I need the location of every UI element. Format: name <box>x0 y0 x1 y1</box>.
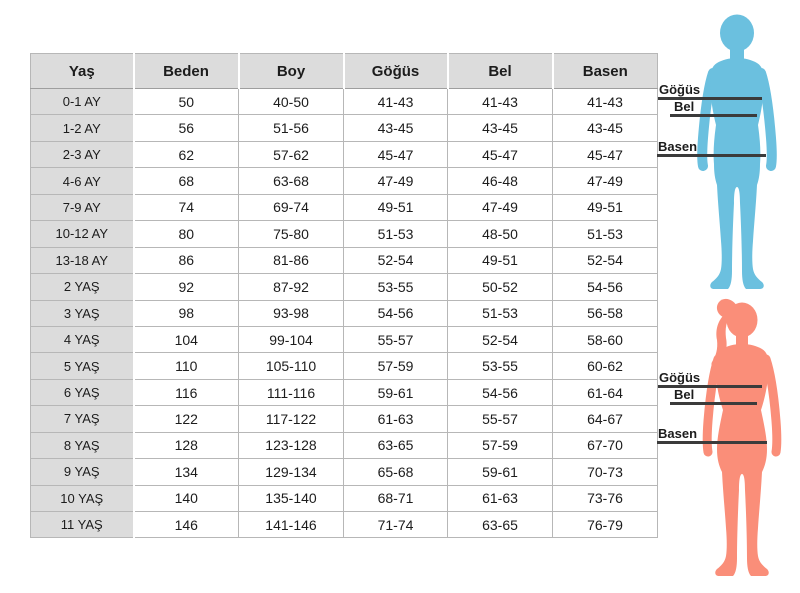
boy-hip-measure <box>657 140 766 157</box>
value-cell: 140 <box>134 485 239 511</box>
value-cell: 43-45 <box>448 115 553 141</box>
value-cell: 81-86 <box>239 247 344 273</box>
value-cell: 45-47 <box>448 141 553 167</box>
value-cell: 51-53 <box>553 221 658 247</box>
value-cell: 80 <box>134 221 239 247</box>
value-cell: 76-79 <box>553 512 658 538</box>
boy-hip-line <box>657 154 766 157</box>
value-cell: 57-62 <box>239 141 344 167</box>
value-cell: 54-56 <box>344 300 448 326</box>
table-row <box>31 326 658 352</box>
value-cell: 67-70 <box>553 432 658 458</box>
value-cell: 48-50 <box>448 221 553 247</box>
age-cell: 13-18 AY <box>31 247 134 273</box>
girl-waist-line <box>670 402 757 405</box>
table-row <box>31 353 658 379</box>
header-cell: Göğüs <box>344 54 448 89</box>
age-cell: 3 YAŞ <box>31 300 134 326</box>
value-cell: 92 <box>134 274 239 300</box>
value-cell: 86 <box>134 247 239 273</box>
value-cell: 45-47 <box>344 141 448 167</box>
value-cell: 59-61 <box>344 379 448 405</box>
value-cell: 111-116 <box>239 379 344 405</box>
value-cell: 64-67 <box>553 406 658 432</box>
value-cell: 61-64 <box>553 379 658 405</box>
value-cell: 46-48 <box>448 168 553 194</box>
value-cell: 43-45 <box>344 115 448 141</box>
value-cell: 65-68 <box>344 459 448 485</box>
value-cell: 68 <box>134 168 239 194</box>
value-cell: 41-43 <box>344 89 448 115</box>
value-cell: 51-53 <box>448 300 553 326</box>
value-cell: 98 <box>134 300 239 326</box>
value-cell: 73-76 <box>553 485 658 511</box>
size-table <box>30 53 658 538</box>
table-body <box>31 89 658 538</box>
value-cell: 122 <box>134 406 239 432</box>
value-cell: 141-146 <box>239 512 344 538</box>
value-cell: 47-49 <box>553 168 658 194</box>
value-cell: 93-98 <box>239 300 344 326</box>
header-row <box>31 54 658 89</box>
value-cell: 128 <box>134 432 239 458</box>
value-cell: 123-128 <box>239 432 344 458</box>
value-cell: 110 <box>134 353 239 379</box>
table-row <box>31 379 658 405</box>
value-cell: 56-58 <box>553 300 658 326</box>
value-cell: 61-63 <box>448 485 553 511</box>
header-cell: Yaş <box>31 54 134 89</box>
header-cell: Basen <box>553 54 658 89</box>
table-row <box>31 89 658 115</box>
value-cell: 146 <box>134 512 239 538</box>
value-cell: 116 <box>134 379 239 405</box>
age-cell: 11 YAŞ <box>31 512 134 538</box>
table-row <box>31 406 658 432</box>
boy-waist-label: Bel <box>674 99 695 114</box>
value-cell: 49-51 <box>448 247 553 273</box>
value-cell: 135-140 <box>239 485 344 511</box>
age-cell: 2-3 AY <box>31 141 134 167</box>
value-cell: 134 <box>134 459 239 485</box>
value-cell: 70-73 <box>553 459 658 485</box>
value-cell: 62 <box>134 141 239 167</box>
value-cell: 99-104 <box>239 326 344 352</box>
girl-chest-measure <box>658 371 762 388</box>
value-cell: 47-49 <box>344 168 448 194</box>
value-cell: 55-57 <box>344 326 448 352</box>
table-row <box>31 459 658 485</box>
value-cell: 52-54 <box>448 326 553 352</box>
value-cell: 41-43 <box>448 89 553 115</box>
value-cell: 68-71 <box>344 485 448 511</box>
value-cell: 87-92 <box>239 274 344 300</box>
girl-hip-measure <box>657 427 767 444</box>
value-cell: 45-47 <box>553 141 658 167</box>
table-row <box>31 221 658 247</box>
age-cell: 2 YAŞ <box>31 274 134 300</box>
value-cell: 63-68 <box>239 168 344 194</box>
value-cell: 71-74 <box>344 512 448 538</box>
header-cell: Boy <box>239 54 344 89</box>
table-row <box>31 485 658 511</box>
boy-waist-line <box>670 114 757 117</box>
table-row <box>31 274 658 300</box>
value-cell: 59-61 <box>448 459 553 485</box>
age-cell: 10 YAŞ <box>31 485 134 511</box>
header-cell: Beden <box>134 54 239 89</box>
value-cell: 57-59 <box>344 353 448 379</box>
value-cell: 58-60 <box>553 326 658 352</box>
value-cell: 129-134 <box>239 459 344 485</box>
age-cell: 7-9 AY <box>31 194 134 220</box>
value-cell: 49-51 <box>553 194 658 220</box>
table-row <box>31 141 658 167</box>
age-cell: 6 YAŞ <box>31 379 134 405</box>
value-cell: 43-45 <box>553 115 658 141</box>
value-cell: 54-56 <box>448 379 553 405</box>
value-cell: 75-80 <box>239 221 344 247</box>
girl-chest-label: Göğüs <box>659 370 701 385</box>
table-row <box>31 300 658 326</box>
value-cell: 51-56 <box>239 115 344 141</box>
table-row <box>31 115 658 141</box>
value-cell: 105-110 <box>239 353 344 379</box>
value-cell: 40-50 <box>239 89 344 115</box>
value-cell: 60-62 <box>553 353 658 379</box>
value-cell: 117-122 <box>239 406 344 432</box>
value-cell: 52-54 <box>553 247 658 273</box>
value-cell: 74 <box>134 194 239 220</box>
value-cell: 61-63 <box>344 406 448 432</box>
table-row <box>31 194 658 220</box>
girl-hip-label: Basen <box>658 426 698 441</box>
value-cell: 53-55 <box>344 274 448 300</box>
value-cell: 50-52 <box>448 274 553 300</box>
value-cell: 52-54 <box>344 247 448 273</box>
value-cell: 54-56 <box>553 274 658 300</box>
value-cell: 63-65 <box>448 512 553 538</box>
value-cell: 69-74 <box>239 194 344 220</box>
girl-waist-measure <box>670 388 757 405</box>
value-cell: 55-57 <box>448 406 553 432</box>
table-row <box>31 512 658 538</box>
age-cell: 5 YAŞ <box>31 353 134 379</box>
girl-hip-line <box>657 441 767 444</box>
age-cell: 4 YAŞ <box>31 326 134 352</box>
value-cell: 47-49 <box>448 194 553 220</box>
age-cell: 10-12 AY <box>31 221 134 247</box>
boy-chest-label: Göğüs <box>659 82 701 97</box>
value-cell: 104 <box>134 326 239 352</box>
value-cell: 56 <box>134 115 239 141</box>
header-cell: Bel <box>448 54 553 89</box>
table-row <box>31 247 658 273</box>
boy-waist-measure <box>670 100 757 117</box>
table-row <box>31 168 658 194</box>
age-cell: 4-6 AY <box>31 168 134 194</box>
value-cell: 50 <box>134 89 239 115</box>
boy-chest-measure <box>658 83 762 100</box>
age-cell: 1-2 AY <box>31 115 134 141</box>
table-row <box>31 432 658 458</box>
value-cell: 53-55 <box>448 353 553 379</box>
value-cell: 41-43 <box>553 89 658 115</box>
age-cell: 8 YAŞ <box>31 432 134 458</box>
boy-hip-label: Basen <box>658 139 698 154</box>
value-cell: 49-51 <box>344 194 448 220</box>
age-cell: 7 YAŞ <box>31 406 134 432</box>
age-cell: 0-1 AY <box>31 89 134 115</box>
value-cell: 51-53 <box>344 221 448 247</box>
age-cell: 9 YAŞ <box>31 459 134 485</box>
value-cell: 63-65 <box>344 432 448 458</box>
girl-waist-label: Bel <box>674 387 695 402</box>
value-cell: 57-59 <box>448 432 553 458</box>
